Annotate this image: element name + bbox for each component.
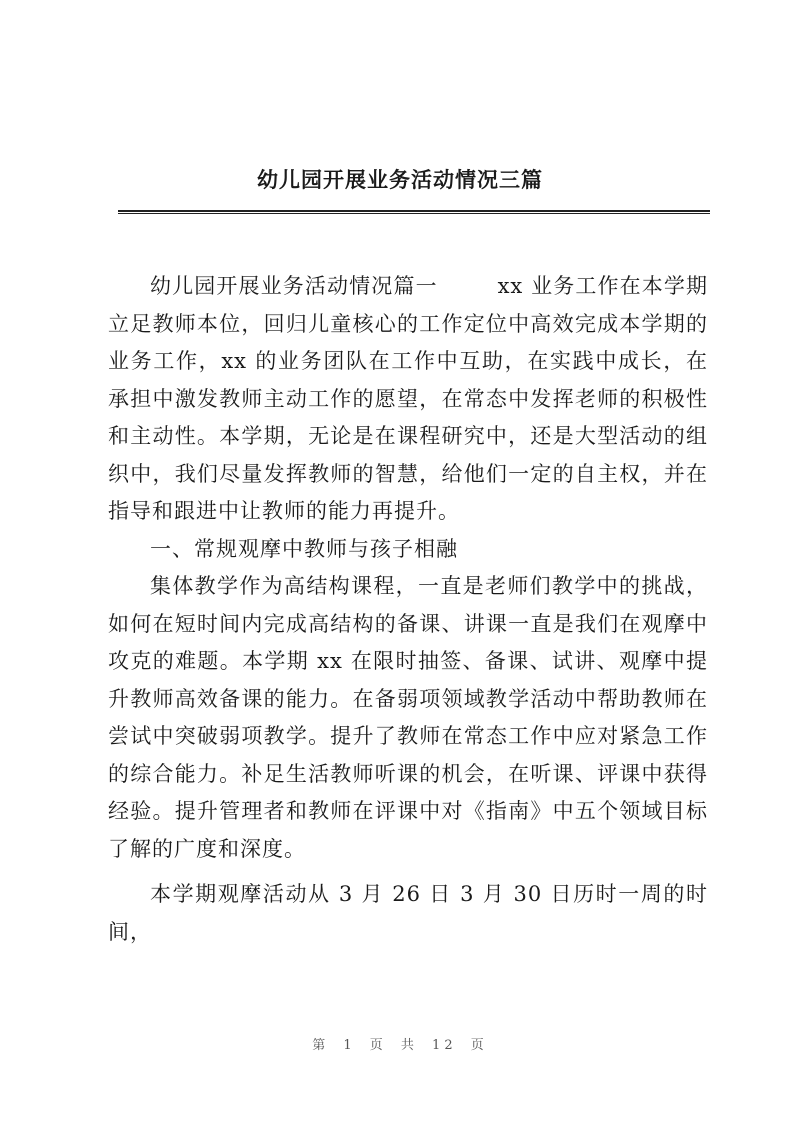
title-divider	[118, 210, 710, 214]
document-body	[108, 268, 708, 951]
paragraph-teaching: 集体教学作为高结构课程，一直是老师们教学中的挑战，如何在短时间内完成高结构的备课、讲课一直是我们在观摩中攻克的难题。本学期 xx 在限时抽签、备课、试讲、观摩中提升教师高效备课的能力。在备弱项领域教学活动中帮助教师在尝试中突破弱项教学。提升了教师在常态工作中应对紧急工作的综合能力。补足生活教师听课的机会，在听课、评课中获得经验。提升管理者和教师在评课中对《指南》中五个领域目标了解的广度和深度。	[108, 574, 708, 861]
page-number-footer: 第 1 页 共 12 页	[312, 1038, 488, 1053]
page-title: 幼儿园开展业务活动情况三篇	[257, 168, 543, 192]
section-heading: 一、常规观摩中教师与孩子相融	[150, 536, 458, 561]
paragraph-schedule: 本学期观摩活动从 3 月 26 日 3 月 30 日历时一周的时间，	[108, 882, 708, 944]
paragraph-intro: 幼儿园开展业务活动情况篇一 xx 业务工作在本学期立足教师本位，回归儿童核心的工作定位中高效完成本学期的业务工作，xx 的业务团队在工作中互助，在实践中成长，在承担中激发教师主动工作的愿望，在常态中发挥老师的积极性和主动性。本学期，无论是在课程研究中，还是大型活动的组织中，我们尽量发挥教师的智慧，给他们一定的自主权，并在指导和跟进中让教师的能力再提升。	[108, 274, 708, 523]
